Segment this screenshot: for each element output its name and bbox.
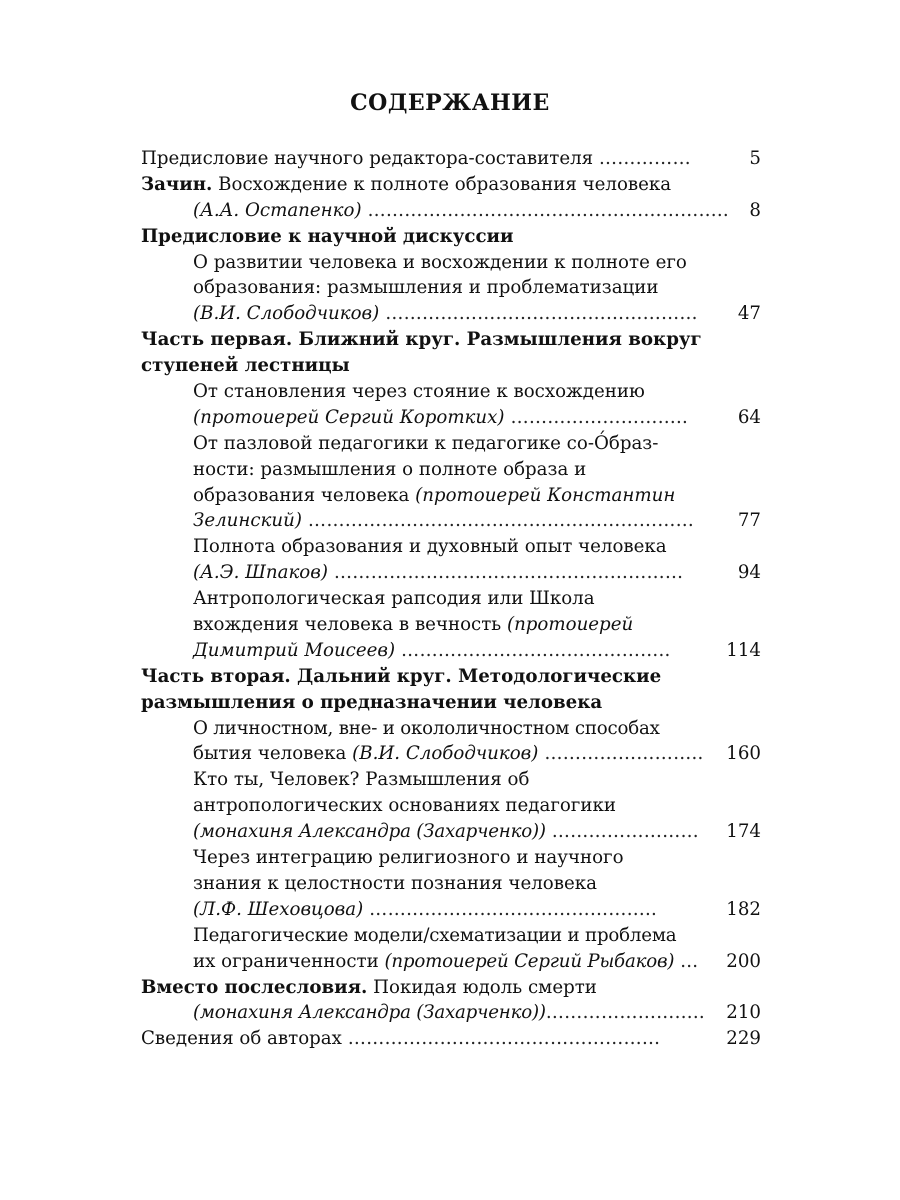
toc-heading: Зачин. (141, 173, 213, 195)
toc-text: вхождения человека в вечность (193, 614, 507, 636)
toc-author: (протоиерей Сергий Коротких) (193, 406, 505, 428)
page-number: 8 (749, 199, 761, 221)
page-number: 5 (749, 148, 761, 169)
dot-leader: …………………………………………… (379, 303, 698, 325)
toc-text: Полнота образования и духовный опыт человека (193, 536, 667, 558)
page-number: 160 (726, 743, 761, 765)
toc-line (141, 871, 761, 897)
toc-text: Покидая юдоль смерти (367, 976, 597, 998)
toc-line (141, 431, 761, 457)
page-number: 64 (737, 406, 761, 428)
toc-line (141, 250, 761, 276)
toc-line (141, 508, 761, 534)
toc-text: От становления через стояние к восхождению (193, 381, 645, 403)
toc-line (141, 534, 761, 560)
toc-author: (протоиерей (506, 614, 634, 636)
toc-text: Сведения об авторах (141, 1028, 348, 1050)
toc-line (141, 224, 761, 250)
toc-text: знания к целостности познания человека (193, 872, 597, 894)
toc-author: (В.И. Слободчиков) (193, 303, 380, 325)
toc-heading: Предисловие к научной дискуссии (141, 225, 514, 247)
table-of-contents (141, 146, 761, 1052)
dot-leader: ……………………….. (504, 406, 688, 428)
page-number: 200 (726, 950, 761, 972)
toc-line (141, 560, 761, 586)
page-number: 174 (726, 821, 761, 843)
toc-author: (монахиня Александра (Захарченко)) (193, 821, 546, 843)
page-title: СОДЕРЖАНИЕ (350, 90, 550, 116)
toc-line (141, 716, 761, 742)
toc-author: (протоиерей Константин (415, 484, 676, 506)
toc-text: О личностном, вне- и окололичностном способах (193, 717, 660, 739)
toc-line (141, 353, 761, 379)
page-number: 210 (726, 1002, 761, 1024)
dot-leader: …………………… (545, 821, 699, 843)
page-number: 114 (726, 639, 761, 661)
toc-line (141, 146, 761, 172)
page-number: 182 (726, 898, 761, 920)
dot-leader: ……………………………………………………… (301, 510, 695, 532)
toc-author: (протоиерей Сергий Рыбаков) (384, 950, 675, 972)
toc-line (141, 483, 761, 509)
toc-line (141, 793, 761, 819)
toc-author: (Л.Ф. Шеховцова) (193, 898, 364, 920)
dot-leader: …………… (598, 148, 691, 169)
toc-line (141, 612, 761, 638)
page-number: 94 (737, 562, 761, 584)
toc-line (141, 301, 761, 327)
toc-text: образования человека (193, 484, 416, 506)
dot-leader: …………………………………………… (347, 1028, 661, 1050)
toc-text: их ограниченности (193, 950, 385, 972)
page-number: 229 (726, 1028, 761, 1050)
toc-author: Димитрий Моисеев) (193, 639, 396, 661)
toc-line (141, 405, 761, 431)
dot-leader: ………………………………………………… (327, 562, 684, 584)
toc-line (141, 327, 761, 353)
toc-text: Кто ты, Человек? Размышления об (193, 769, 530, 791)
dot-leader: ………………………………………………….. (361, 199, 729, 221)
page-number: 47 (737, 303, 761, 325)
toc-line (141, 923, 761, 949)
toc-heading: Часть вторая. Дальний круг. Методологические (141, 665, 662, 687)
toc-line (141, 741, 761, 767)
toc-author: (В.И. Слободчиков) (352, 743, 539, 765)
toc-heading: ступеней лестницы (141, 355, 350, 377)
dot-leader: …………………….. (538, 743, 704, 765)
dot-leader: ……………………………………….. (363, 898, 657, 920)
toc-line (141, 1000, 761, 1026)
toc-heading: размышления о предназначении человека (141, 691, 603, 713)
toc-text: образования: размышления и проблематизации (193, 277, 659, 299)
toc-line (141, 638, 761, 664)
toc-text: Педагогические модели/схематизации и проблема (193, 924, 677, 946)
toc-line (141, 767, 761, 793)
toc-text: Антропологическая рапсодия или Школа (193, 588, 595, 610)
toc-text: ности: размышления о полноте образа и (193, 458, 587, 480)
toc-line (141, 975, 761, 1001)
toc-line (141, 275, 761, 301)
page-number: 77 (737, 510, 761, 532)
toc-line (141, 586, 761, 612)
toc-line (141, 379, 761, 405)
toc-author: (А.А. Остапенко) (193, 199, 362, 221)
toc-author: Зелинский) (193, 510, 302, 532)
toc-line (141, 1026, 761, 1052)
toc-text: антропологических основаниях педагогики (193, 795, 616, 817)
toc-line (141, 198, 761, 224)
toc-text: Восхождение к полноте образования человека (212, 173, 672, 195)
toc-line (141, 897, 761, 923)
toc-line (141, 819, 761, 845)
toc-text: О развитии человека и восхождении к полноте его (193, 251, 687, 273)
toc-line (141, 690, 761, 716)
toc-line (141, 172, 761, 198)
toc-line (141, 845, 761, 871)
toc-author: (монахиня Александра (Захарченко)) (193, 1002, 546, 1024)
dot-leader: ... (674, 950, 699, 972)
toc-line (141, 457, 761, 483)
toc-heading: Вместо послесловия. (141, 976, 368, 998)
toc-text: От пазловой педагогики к педагогике со-О́браз- (193, 432, 659, 454)
toc-text: Через интеграцию религиозного и научного (193, 847, 624, 869)
toc-author: (А.Э. Шпаков) (193, 562, 328, 584)
toc-text: бытия человека (193, 743, 353, 765)
dot-leader: …………………….. (545, 1002, 705, 1024)
toc-text: Предисловие научного редактора-составителя (141, 148, 599, 169)
toc-line (141, 664, 761, 690)
toc-line (141, 949, 761, 975)
dot-leader: …………………………………….. (395, 639, 671, 661)
toc-heading: Часть первая. Ближний круг. Размышления вокруг (141, 329, 702, 351)
